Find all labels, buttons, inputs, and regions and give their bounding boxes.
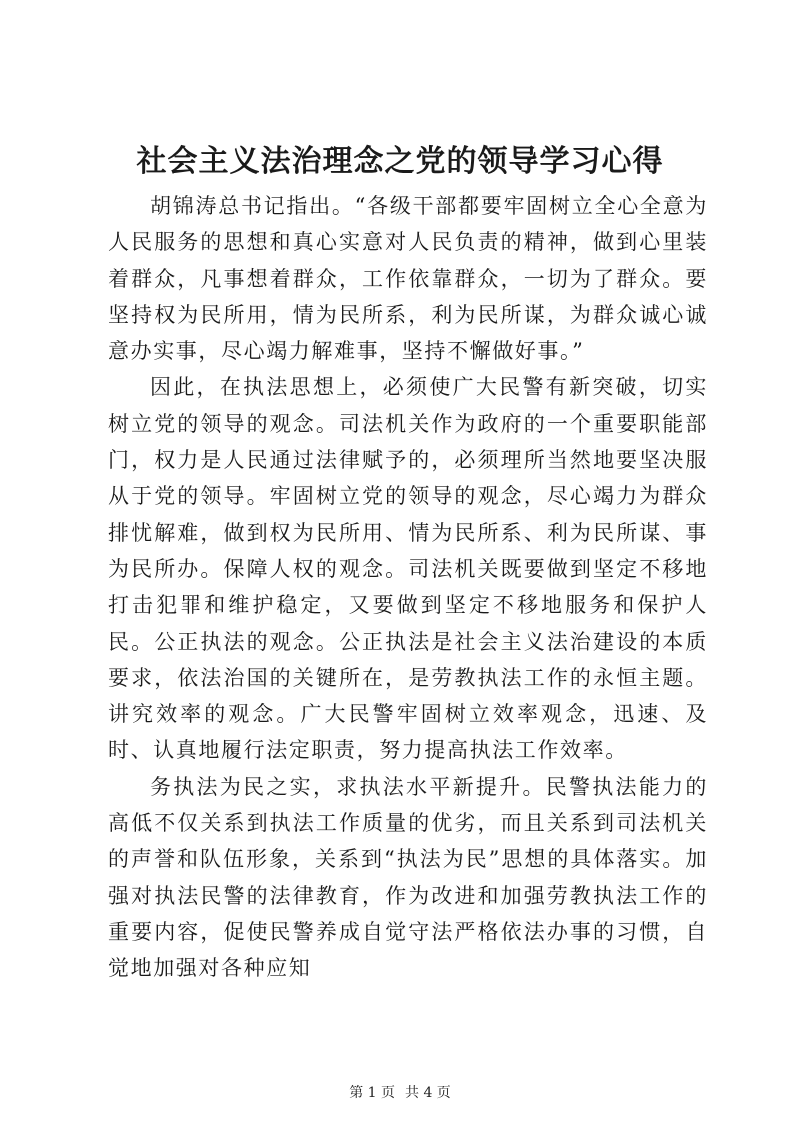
paragraph-3: 务执法为民之实，求执法水平新提升。民警执法能力的高低不仅关系到执法工作质量的优劣，而且关系到司法机关的声誉和队伍形象，关系到“执法为民”思想的具体落实。加强对执法民警的法律教育，作为改进和加强劳教执法工作的重要内容，促使民警养成自觉守法严格依法办事的习惯，自觉地加强对各种应知 [108, 774, 708, 981]
document-body [108, 188, 708, 987]
page-total: 共 4 页 [405, 1085, 451, 1101]
document-title: 社会主义法治理念之党的领导学习心得 [136, 144, 664, 179]
page-number: 第 1 页 [349, 1085, 395, 1101]
page-footer [0, 1083, 800, 1103]
paragraph-1: 胡锦涛总书记指出。“各级干部都要牢固树立全心全意为人民服务的思想和真心实意对人民负责的精神，做到心里装着群众，凡事想着群众，工作依靠群众，一切为了群众。要坚持权为民所用，情为民所系，利为民所谋，为群众诚心诚意办实事，尽心竭力解难事，坚持不懈做好事。” [108, 194, 708, 364]
paragraph-2: 因此，在执法思想上，必须使广大民警有新突破，切实树立党的领导的观念。司法机关作为政府的一个重要职能部门，权力是人民通过法律赋予的，必须理所当然地要坚决服从于党的领导。牢固树立党的领导的观念，尽心竭力为群众排忧解难，做到权为民所用、情为民所系、利为民所谋、事为民所办。保障人权的观念。司法机关既要做到坚定不移地打击犯罪和维护稳定，又要做到坚定不移地服务和保护人民。公正执法的观念。公正执法是社会主义法治建设的本质要求，依法治国的关键所在，是劳教执法工作的永恒主题。讲究效率的观念。广大民警牢固树立效率观念，迅速、及时、认真地履行法定职责，努力提高执法工作效率。 [108, 375, 708, 763]
